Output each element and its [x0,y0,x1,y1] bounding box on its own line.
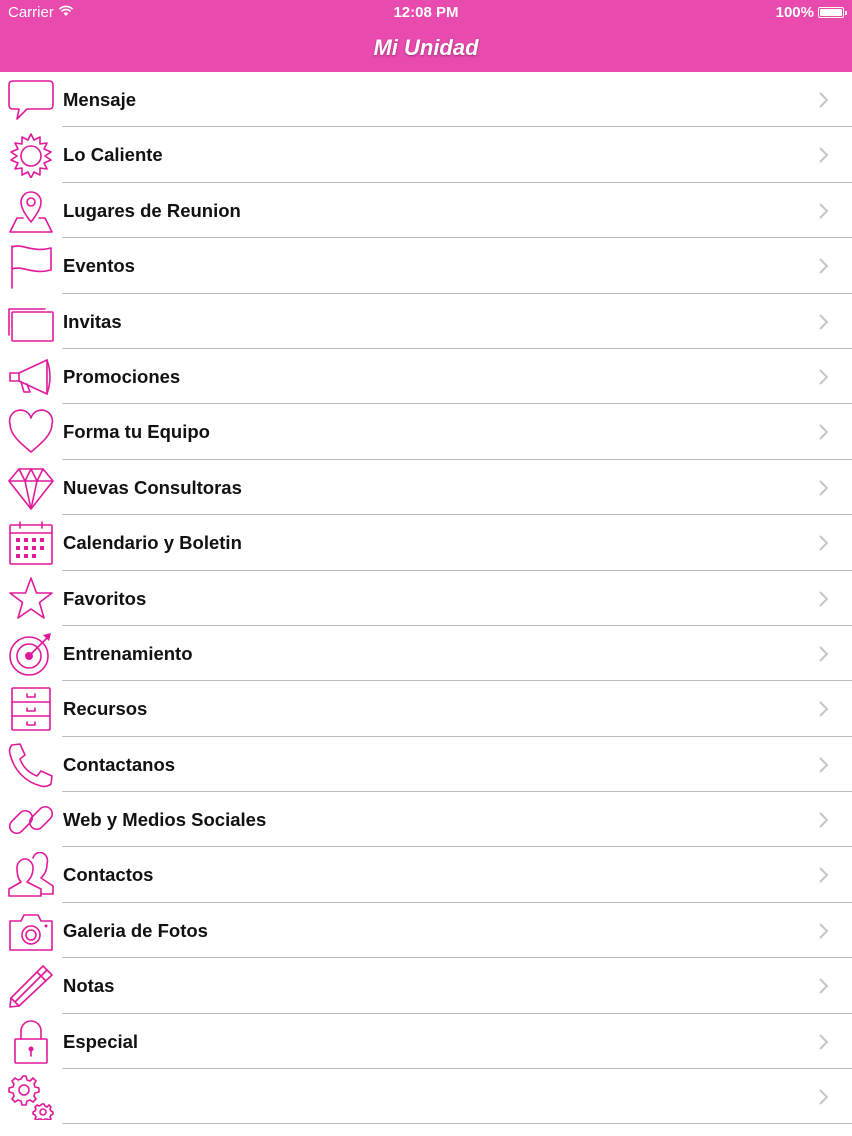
status-bar [0,0,852,24]
menu-item-label: Galeria de Fotos [63,919,208,941]
diamond-icon [7,465,55,511]
battery-info [776,4,844,21]
menu-item-settings[interactable] [0,1069,852,1124]
menu-item-label: Mensaje [63,89,137,110]
chevron-right-icon [818,534,830,552]
chevron-right-icon [818,146,830,164]
chevron-right-icon [818,202,830,220]
menu-item-label: Promociones [63,365,181,387]
menu-item-nuevas-consultoras[interactable] [0,460,852,515]
chevron-right-icon [818,756,830,774]
menu-item-forma-tu-equipo[interactable] [0,404,852,459]
chevron-right-icon [818,700,830,718]
menu-item-galeria-de-fotos[interactable] [0,903,852,958]
menu-item-label: Contactanos [63,753,176,775]
camera-icon [7,908,55,954]
megaphone-icon [7,354,55,400]
flag-icon [7,243,55,289]
chevron-right-icon [818,866,830,884]
link-icon [7,797,55,843]
cards-icon [7,299,55,345]
chevron-right-icon [818,645,830,663]
battery-percent: 100% [775,4,814,21]
star-icon [7,576,55,622]
navigation-bar [0,24,852,72]
menu-item-calendario-y-boletin[interactable] [0,515,852,570]
page-title: Mi Unidad [373,35,479,60]
chevron-right-icon [818,590,830,608]
gears-icon [7,1074,55,1120]
chevron-right-icon [818,811,830,829]
menu-item-web-y-medios-sociales[interactable] [0,792,852,847]
chevron-right-icon [818,423,830,441]
menu-item-entrenamiento[interactable] [0,626,852,681]
menu-item-label: Recursos [63,698,148,720]
people-icon [7,852,55,898]
menu-item-notas[interactable] [0,958,852,1013]
menu-item-invitas[interactable] [0,294,852,349]
menu-item-lugares-de-reunion[interactable] [0,183,852,238]
chevron-right-icon [818,1033,830,1051]
menu-item-label: Notas [63,975,115,997]
chevron-right-icon [818,91,830,109]
menu-item-contactos[interactable] [0,847,852,902]
menu-item-label: Favoritos [63,587,147,609]
menu-item-label: Eventos [63,255,135,277]
carrier-label: Carrier [8,4,54,21]
menu-item-mensaje[interactable] [0,72,852,127]
menu-item-label: Lugares de Reunion [63,199,241,221]
chevron-right-icon [818,977,830,995]
chevron-right-icon [818,922,830,940]
menu-item-label: Lo Caliente [63,144,163,166]
battery-icon [818,7,844,18]
speech-bubble-icon [7,77,55,123]
chevron-right-icon [818,257,830,275]
chevron-right-icon [818,313,830,331]
menu-item-label: Forma tu Equipo [63,421,210,443]
phone-icon [7,742,55,788]
menu-list [0,72,852,1124]
menu-item-label: Nuevas Consultoras [63,476,242,498]
menu-item-label: Web y Medios Sociales [63,809,267,831]
sun-icon [7,132,55,178]
file-cabinet-icon [7,686,55,732]
menu-item-lo-caliente[interactable] [0,127,852,182]
chevron-right-icon [818,1088,830,1106]
status-time: 12:08 PM [393,4,459,21]
chevron-right-icon [818,479,830,497]
target-icon [7,631,55,677]
menu-item-label: Calendario y Boletin [63,532,242,554]
calendar-icon [7,520,55,566]
menu-item-recursos[interactable] [0,681,852,736]
menu-item-eventos[interactable] [0,238,852,293]
menu-item-contactanos[interactable] [0,737,852,792]
menu-item-especial[interactable] [0,1014,852,1069]
menu-item-label: Invitas [63,310,122,332]
menu-item-label: Contactos [63,864,154,886]
menu-item-label: Entrenamiento [63,642,193,664]
pencil-icon [7,963,55,1009]
menu-item-favoritos[interactable] [0,571,852,626]
heart-icon [7,409,55,455]
menu-item-promociones[interactable] [0,349,852,404]
lock-icon [7,1019,55,1065]
menu-item-label: Especial [63,1030,139,1052]
chevron-right-icon [818,368,830,386]
map-pin-icon [7,188,55,234]
